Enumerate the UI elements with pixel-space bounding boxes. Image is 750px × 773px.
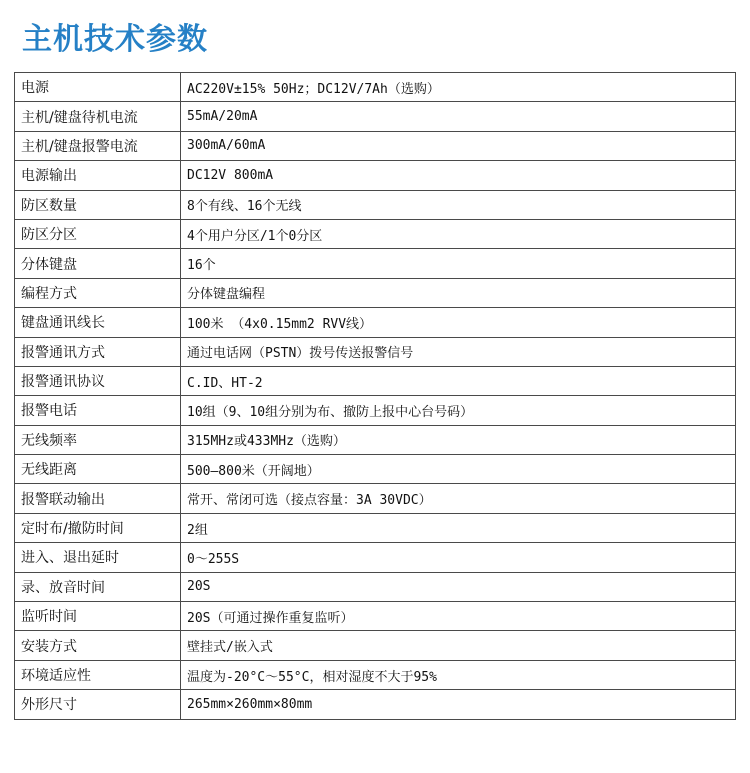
spec-row xyxy=(15,219,736,248)
spec-row xyxy=(15,484,736,513)
spec-value: 16个 xyxy=(181,249,736,278)
spec-value: 常开、常闭可选（接点容量：3A 30VDC） xyxy=(181,484,736,513)
spec-row xyxy=(15,513,736,542)
spec-row xyxy=(15,660,736,689)
spec-row xyxy=(15,278,736,307)
spec-label: 电源 xyxy=(15,73,181,102)
spec-value: AC220V±15% 50Hz；DC12V/7Ah（选购） xyxy=(181,73,736,102)
spec-value: 0～255S xyxy=(181,543,736,572)
spec-value: 20S（可通过操作重复监听） xyxy=(181,602,736,631)
spec-value: C.ID、HT-2 xyxy=(181,366,736,395)
spec-label: 电源输出 xyxy=(15,161,181,190)
spec-label: 录、放音时间 xyxy=(15,572,181,601)
spec-value: 55mA/20mA xyxy=(181,102,736,131)
spec-row xyxy=(15,249,736,278)
spec-label: 分体键盘 xyxy=(15,249,181,278)
spec-label: 编程方式 xyxy=(15,278,181,307)
spec-label: 报警通讯方式 xyxy=(15,337,181,366)
spec-label: 进入、退出延时 xyxy=(15,543,181,572)
spec-value: 10组（9、10组分别为布、撤防上报中心台号码） xyxy=(181,396,736,425)
spec-label: 外形尺寸 xyxy=(15,690,181,719)
spec-label: 安装方式 xyxy=(15,631,181,660)
spec-label: 定时布/撤防时间 xyxy=(15,513,181,542)
spec-row xyxy=(15,73,736,102)
spec-row xyxy=(15,131,736,160)
spec-value: 4个用户分区/1个0分区 xyxy=(181,219,736,248)
spec-value: 100米 （4x0.15mm2 RVV线） xyxy=(181,308,736,337)
spec-row xyxy=(15,425,736,454)
spec-value: 20S xyxy=(181,572,736,601)
spec-value: 温度为-20°C～55°C，相对湿度不大于95% xyxy=(181,660,736,689)
spec-value: 分体键盘编程 xyxy=(181,278,736,307)
spec-label: 防区数量 xyxy=(15,190,181,219)
spec-label: 监听时间 xyxy=(15,602,181,631)
spec-label: 报警电话 xyxy=(15,396,181,425)
spec-row xyxy=(15,572,736,601)
spec-row xyxy=(15,190,736,219)
spec-row xyxy=(15,690,736,719)
spec-row xyxy=(15,631,736,660)
spec-label: 报警联动输出 xyxy=(15,484,181,513)
spec-row xyxy=(15,161,736,190)
spec-value: 300mA/60mA xyxy=(181,131,736,160)
spec-label: 环境适应性 xyxy=(15,660,181,689)
spec-row xyxy=(15,455,736,484)
spec-value: 500—800米（开阔地） xyxy=(181,455,736,484)
spec-row xyxy=(15,308,736,337)
spec-value: 8个有线、16个无线 xyxy=(181,190,736,219)
spec-table xyxy=(14,72,736,720)
spec-value: 265mm×260mm×80mm xyxy=(181,690,736,719)
spec-row xyxy=(15,396,736,425)
spec-value: 壁挂式/嵌入式 xyxy=(181,631,736,660)
page-title: 主机技术参数 xyxy=(22,22,208,57)
spec-value: 315MHz或433MHz（选购） xyxy=(181,425,736,454)
spec-value: 通过电话网（PSTN）拨号传送报警信号 xyxy=(181,337,736,366)
spec-value: 2组 xyxy=(181,513,736,542)
spec-label: 主机/键盘报警电流 xyxy=(15,131,181,160)
spec-row xyxy=(15,366,736,395)
spec-row xyxy=(15,543,736,572)
spec-row xyxy=(15,102,736,131)
spec-label: 防区分区 xyxy=(15,219,181,248)
spec-row xyxy=(15,602,736,631)
spec-label: 键盘通讯线长 xyxy=(15,308,181,337)
spec-value: DC12V 800mA xyxy=(181,161,736,190)
spec-label: 主机/键盘待机电流 xyxy=(15,102,181,131)
spec-label: 无线频率 xyxy=(15,425,181,454)
spec-row xyxy=(15,337,736,366)
spec-label: 无线距离 xyxy=(15,455,181,484)
spec-table-body xyxy=(15,73,736,720)
spec-label: 报警通讯协议 xyxy=(15,366,181,395)
